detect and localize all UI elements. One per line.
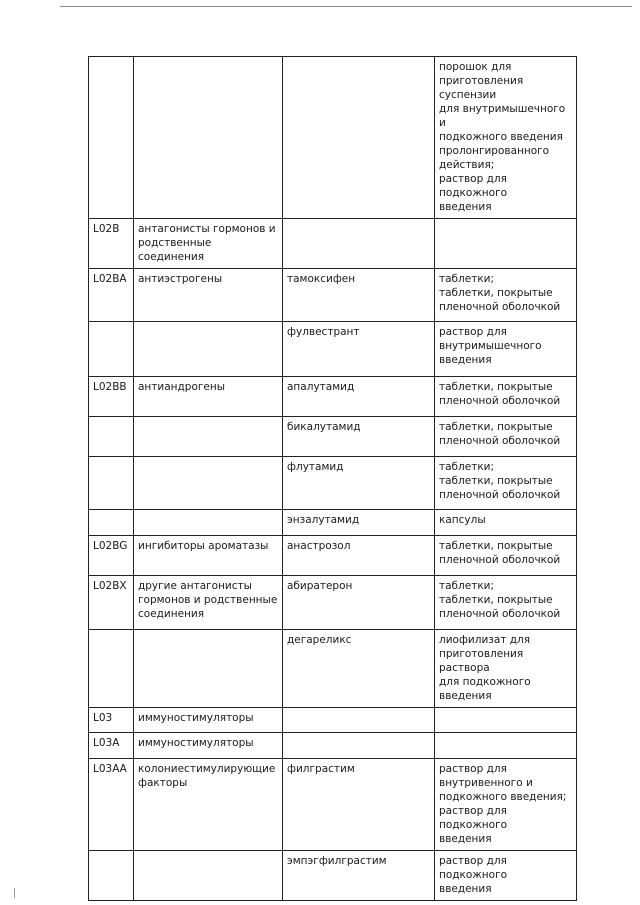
group-name-cell [134,630,283,708]
substance-cell: тамоксифен [283,269,435,322]
substance-cell [283,57,435,219]
group-name-cell [134,322,283,377]
dosage-form-cell: раствор для внутримышечного введения [435,322,577,377]
group-name-cell: иммуностимуляторы [134,733,283,759]
atc-code-cell [89,417,134,457]
table-row [89,322,577,377]
dosage-form-cell [435,733,577,759]
table-row [89,708,577,733]
table-row [89,57,577,219]
dosage-form-cell [435,708,577,733]
group-name-cell: колониестимулирующие факторы [134,759,283,851]
substance-cell [283,708,435,733]
dosage-form-cell: таблетки, покрытые пленочной оболочкой [435,536,577,576]
atc-code-cell: L02BA [89,269,134,322]
table-row [89,219,577,269]
dosage-form-cell: таблетки; таблетки, покрытые пленочной оболочкой [435,269,577,322]
table-row [89,733,577,759]
group-name-cell [134,457,283,510]
substance-cell: энзалутамид [283,510,435,536]
dosage-form-cell: таблетки; таблетки, покрытые пленочной оболочкой [435,576,577,630]
scan-margin-mark [14,888,15,898]
dosage-form-cell: таблетки; таблетки, покрытые пленочной оболочкой [435,457,577,510]
table-row [89,417,577,457]
atc-code-cell [89,851,134,901]
drug-classification-table [88,56,577,901]
substance-cell: флутамид [283,457,435,510]
table-row [89,759,577,851]
group-name-cell [134,57,283,219]
group-name-cell: другие антагонисты гормонов и родственные соединения [134,576,283,630]
dosage-form-cell: лиофилизат для приготовления раствора для подкожного введения [435,630,577,708]
group-name-cell: ингибиторы ароматазы [134,536,283,576]
group-name-cell: антиэстрогены [134,269,283,322]
atc-code-cell [89,630,134,708]
dosage-form-cell: порошок для приготовления суспензии для внутримышечного и подкожного введения пролонгированного действия; раствор для подкожного введения [435,57,577,219]
table-row [89,536,577,576]
substance-cell [283,733,435,759]
dosage-form-cell: раствор для внутривенного и подкожного введения; раствор для подкожного введения [435,759,577,851]
scan-top-rule [60,6,632,7]
group-name-cell [134,851,283,901]
table-row [89,377,577,417]
group-name-cell [134,510,283,536]
group-name-cell: антиандрогены [134,377,283,417]
dosage-form-cell: раствор для подкожного введения [435,851,577,901]
group-name-cell: иммуностимуляторы [134,708,283,733]
table-row [89,851,577,901]
atc-code-cell [89,510,134,536]
substance-cell [283,219,435,269]
atc-code-cell: L02BG [89,536,134,576]
dosage-form-cell: таблетки, покрытые пленочной оболочкой [435,377,577,417]
table-row [89,269,577,322]
atc-code-cell: L02BB [89,377,134,417]
table-row [89,630,577,708]
atc-code-cell: L02B [89,219,134,269]
substance-cell: абиратерон [283,576,435,630]
table-row [89,457,577,510]
dosage-form-cell: таблетки, покрытые пленочной оболочкой [435,417,577,457]
group-name-cell [134,417,283,457]
substance-cell: дегареликс [283,630,435,708]
group-name-cell: антагонисты гормонов и родственные соединения [134,219,283,269]
atc-code-cell: L02BX [89,576,134,630]
table-row [89,576,577,630]
atc-code-cell [89,57,134,219]
substance-cell: эмпэгфилграстим [283,851,435,901]
substance-cell: апалутамид [283,377,435,417]
dosage-form-cell [435,219,577,269]
dosage-form-cell: капсулы [435,510,577,536]
substance-cell: бикалутамид [283,417,435,457]
substance-cell: фулвестрант [283,322,435,377]
table-row [89,510,577,536]
atc-code-cell: L03A [89,733,134,759]
substance-cell: филграстим [283,759,435,851]
atc-code-cell [89,457,134,510]
atc-code-cell: L03AA [89,759,134,851]
atc-code-cell: L03 [89,708,134,733]
atc-code-cell [89,322,134,377]
substance-cell: анастрозол [283,536,435,576]
